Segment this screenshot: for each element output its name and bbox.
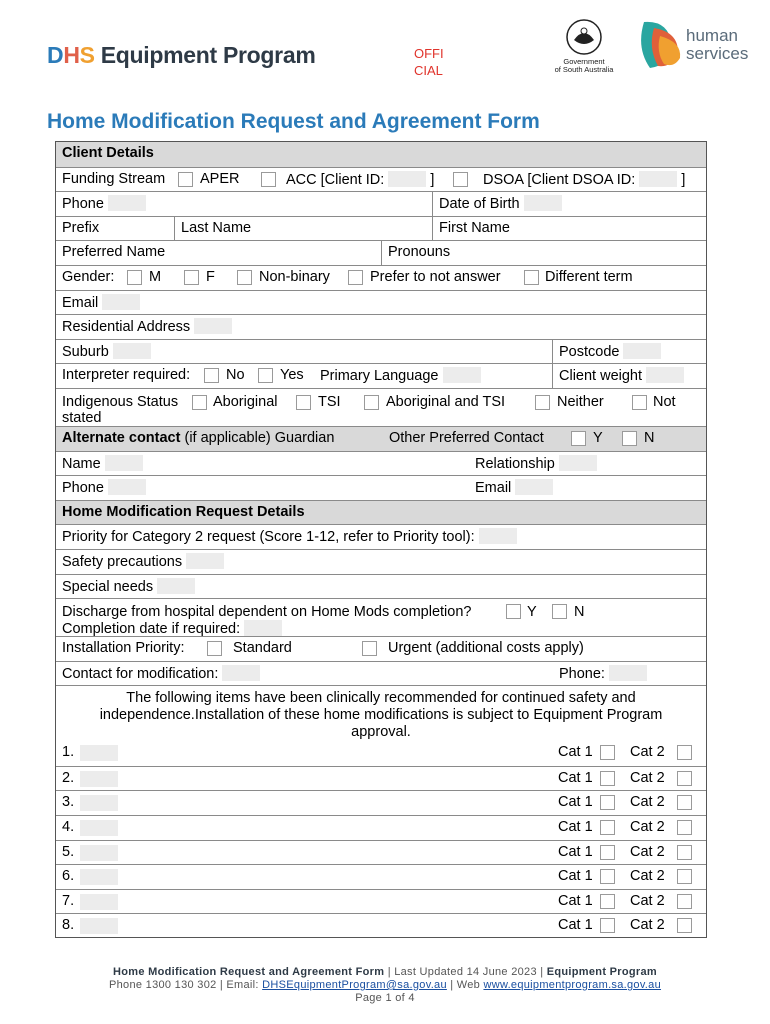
- acc-client-id: ACC [Client ID: ]: [286, 171, 435, 188]
- relationship-field[interactable]: [559, 455, 597, 471]
- cat1-checkbox[interactable]: [600, 894, 615, 909]
- not-stated-checkbox[interactable]: [632, 395, 647, 410]
- safety-field[interactable]: [186, 553, 224, 569]
- item-number: 1.: [62, 744, 75, 761]
- cat2-label: Cat 2: [630, 917, 665, 934]
- government-sa-logo: Government of South Australia: [546, 18, 622, 74]
- gender-f-checkbox[interactable]: [184, 270, 199, 285]
- priority-row: Priority for Category 2 request (Score 1-12, refer to Priority tool):: [56, 524, 706, 549]
- item-field[interactable]: [80, 894, 118, 910]
- logo-program-name: Equipment Program: [100, 42, 316, 68]
- cat1-label: Cat 1: [558, 819, 593, 836]
- item-row: [56, 790, 706, 815]
- neither-checkbox[interactable]: [535, 395, 550, 410]
- email-row: Email: [56, 290, 706, 315]
- postcode-field[interactable]: [623, 343, 661, 359]
- aboriginal-checkbox[interactable]: [192, 395, 207, 410]
- safety-row: Safety precautions: [56, 549, 706, 574]
- preferred-contact-n-checkbox[interactable]: [622, 431, 637, 446]
- cat1-label: Cat 1: [558, 917, 593, 934]
- item-field[interactable]: [80, 795, 118, 811]
- cat1-checkbox[interactable]: [600, 869, 615, 884]
- preferred-name-row: Preferred Name Pronouns: [56, 240, 706, 265]
- page-number: Page 1 of 4: [355, 992, 415, 1004]
- item-row: [56, 815, 706, 840]
- item-field[interactable]: [80, 771, 118, 787]
- completion-date-field[interactable]: [244, 620, 282, 636]
- standard-checkbox[interactable]: [207, 641, 222, 656]
- item-number: 4.: [62, 819, 75, 836]
- footer: Home Modification Request and Agreement Form | Last Updated 14 June 2023 | Equipment Program Phone 1300 130 302 | Email: DHSEquipmentProgram@sa.gov.au | Web www.equipmentprogram.sa.gov.au Page 1 of 4: [0, 966, 770, 1005]
- discharge-row: Discharge from hospital dependent on Home Mods completion? Y N Completion date if required:: [56, 598, 706, 636]
- dsoa-checkbox[interactable]: [453, 172, 468, 187]
- special-needs-row: Special needs: [56, 574, 706, 599]
- contact-modification-row: Contact for modification: Phone:: [56, 661, 706, 686]
- gender-m-checkbox[interactable]: [127, 270, 142, 285]
- cat2-label: Cat 2: [630, 892, 665, 909]
- cat2-checkbox[interactable]: [677, 745, 692, 760]
- primary-language-field[interactable]: [443, 367, 481, 383]
- item-field[interactable]: [80, 745, 118, 761]
- alternate-phone-field[interactable]: [108, 479, 146, 495]
- cat1-label: Cat 1: [558, 843, 593, 860]
- cat2-checkbox[interactable]: [677, 894, 692, 909]
- clinical-statement: The following items have been clinically recommended for continued safety and independence.Installation of these home modifications is subject to Equipment Program approval.: [56, 685, 706, 741]
- installation-row: Installation Priority: Standard Urgent (additional costs apply): [56, 636, 706, 661]
- funding-stream-row: Funding Stream APER ACC [Client ID: ] DSOA [Client DSOA ID: ]: [56, 167, 706, 192]
- dob-field[interactable]: [524, 195, 562, 211]
- phone-dob-row: Phone Date of Birth: [56, 191, 706, 216]
- client-weight-field[interactable]: [646, 367, 684, 383]
- cat2-label: Cat 2: [630, 843, 665, 860]
- item-number: 7.: [62, 892, 75, 909]
- cat1-label: Cat 1: [558, 794, 593, 811]
- alternate-name-row: Name Relationship: [56, 451, 706, 476]
- crest-icon: [564, 18, 604, 56]
- name-row: Prefix Last Name First Name: [56, 216, 706, 241]
- item-number: 3.: [62, 794, 75, 811]
- interpreter-yes-checkbox[interactable]: [258, 368, 273, 383]
- cat1-checkbox[interactable]: [600, 745, 615, 760]
- item-row: [56, 889, 706, 914]
- client-details-header: Client Details: [56, 142, 706, 167]
- item-field[interactable]: [80, 918, 118, 934]
- web-link[interactable]: www.equipmentprogram.sa.gov.au: [483, 979, 662, 991]
- priority-field[interactable]: [479, 528, 517, 544]
- item-field[interactable]: [80, 869, 118, 885]
- cat2-checkbox[interactable]: [677, 869, 692, 884]
- indigenous-row: Indigenous Status Aboriginal TSI Aboriginal and TSI Neither Not stated: [56, 388, 706, 426]
- form-table: [55, 141, 707, 938]
- address-field[interactable]: [194, 318, 232, 334]
- human-services-text: human services: [686, 26, 749, 63]
- cat2-checkbox[interactable]: [677, 845, 692, 860]
- modification-phone-field[interactable]: [609, 665, 647, 681]
- logo-dhs-mark: DHS: [47, 42, 95, 68]
- suburb-row: Suburb Postcode: [56, 339, 706, 364]
- items-list: [56, 741, 706, 937]
- item-field[interactable]: [80, 845, 118, 861]
- dsoa-client-id-field[interactable]: [639, 171, 677, 187]
- page-title: Home Modification Request and Agreement Form: [47, 110, 540, 133]
- item-row: [56, 766, 706, 791]
- cat1-checkbox[interactable]: [600, 795, 615, 810]
- human-services-leaf-icon: [638, 18, 686, 70]
- cat2-label: Cat 2: [630, 868, 665, 885]
- gender-pna-checkbox[interactable]: [348, 270, 363, 285]
- cat2-checkbox[interactable]: [677, 795, 692, 810]
- item-row: [56, 741, 706, 766]
- dhs-equipment-program-logo: [47, 42, 315, 69]
- alternate-contact-header: Alternate contact (if applicable) Guardian Other Preferred Contact Y N: [56, 426, 706, 451]
- cat2-checkbox[interactable]: [677, 820, 692, 835]
- gender-nonbinary-checkbox[interactable]: [237, 270, 252, 285]
- aper-checkbox[interactable]: [178, 172, 193, 187]
- email-field[interactable]: [102, 294, 140, 310]
- cat2-checkbox[interactable]: [677, 918, 692, 933]
- preferred-contact-y-checkbox[interactable]: [571, 431, 586, 446]
- alternate-name-field[interactable]: [105, 455, 143, 471]
- cat1-label: Cat 1: [558, 744, 593, 761]
- alternate-phone-row: Phone Email: [56, 475, 706, 500]
- item-number: 8.: [62, 917, 75, 934]
- alternate-email-field[interactable]: [515, 479, 553, 495]
- cat1-label: Cat 1: [558, 769, 593, 786]
- cat1-checkbox[interactable]: [600, 845, 615, 860]
- acc-client-id-field[interactable]: [388, 171, 426, 187]
- cat2-label: Cat 2: [630, 744, 665, 761]
- urgent-checkbox[interactable]: [362, 641, 377, 656]
- cat2-label: Cat 2: [630, 819, 665, 836]
- gender-row: Gender: M F Non-binary Prefer to not answer Different term: [56, 265, 706, 290]
- classification-label: OFFI CIAL: [414, 46, 444, 78]
- cat1-label: Cat 1: [558, 892, 593, 909]
- tsi-checkbox[interactable]: [296, 395, 311, 410]
- acc-checkbox[interactable]: [261, 172, 276, 187]
- email-link[interactable]: DHSEquipmentProgram@sa.gov.au: [262, 979, 447, 991]
- item-number: 2.: [62, 769, 75, 786]
- gender-different-checkbox[interactable]: [524, 270, 539, 285]
- special-needs-field[interactable]: [157, 578, 195, 594]
- cat1-checkbox[interactable]: [600, 771, 615, 786]
- cat2-label: Cat 2: [630, 794, 665, 811]
- address-row: Residential Address: [56, 314, 706, 339]
- dsoa-client-id: DSOA [Client DSOA ID: ]: [483, 171, 686, 188]
- request-details-header: Home Modification Request Details: [56, 500, 706, 525]
- cat1-checkbox[interactable]: [600, 918, 615, 933]
- cat2-label: Cat 2: [630, 769, 665, 786]
- item-row: [56, 913, 706, 937]
- discharge-y-checkbox[interactable]: [506, 604, 521, 619]
- contact-modification-field[interactable]: [222, 665, 260, 681]
- interpreter-row: Interpreter required: No Yes Primary Language Client weight: [56, 363, 706, 388]
- item-number: 6.: [62, 868, 75, 885]
- aboriginal-tsi-checkbox[interactable]: [364, 395, 379, 410]
- cat2-checkbox[interactable]: [677, 771, 692, 786]
- item-row: [56, 864, 706, 889]
- interpreter-no-checkbox[interactable]: [204, 368, 219, 383]
- item-number: 5.: [62, 843, 75, 860]
- discharge-n-checkbox[interactable]: [552, 604, 567, 619]
- cat1-label: Cat 1: [558, 868, 593, 885]
- cat1-checkbox[interactable]: [600, 820, 615, 835]
- item-row: [56, 840, 706, 865]
- item-field[interactable]: [80, 820, 118, 836]
- suburb-field[interactable]: [113, 343, 151, 359]
- phone-field[interactable]: [108, 195, 146, 211]
